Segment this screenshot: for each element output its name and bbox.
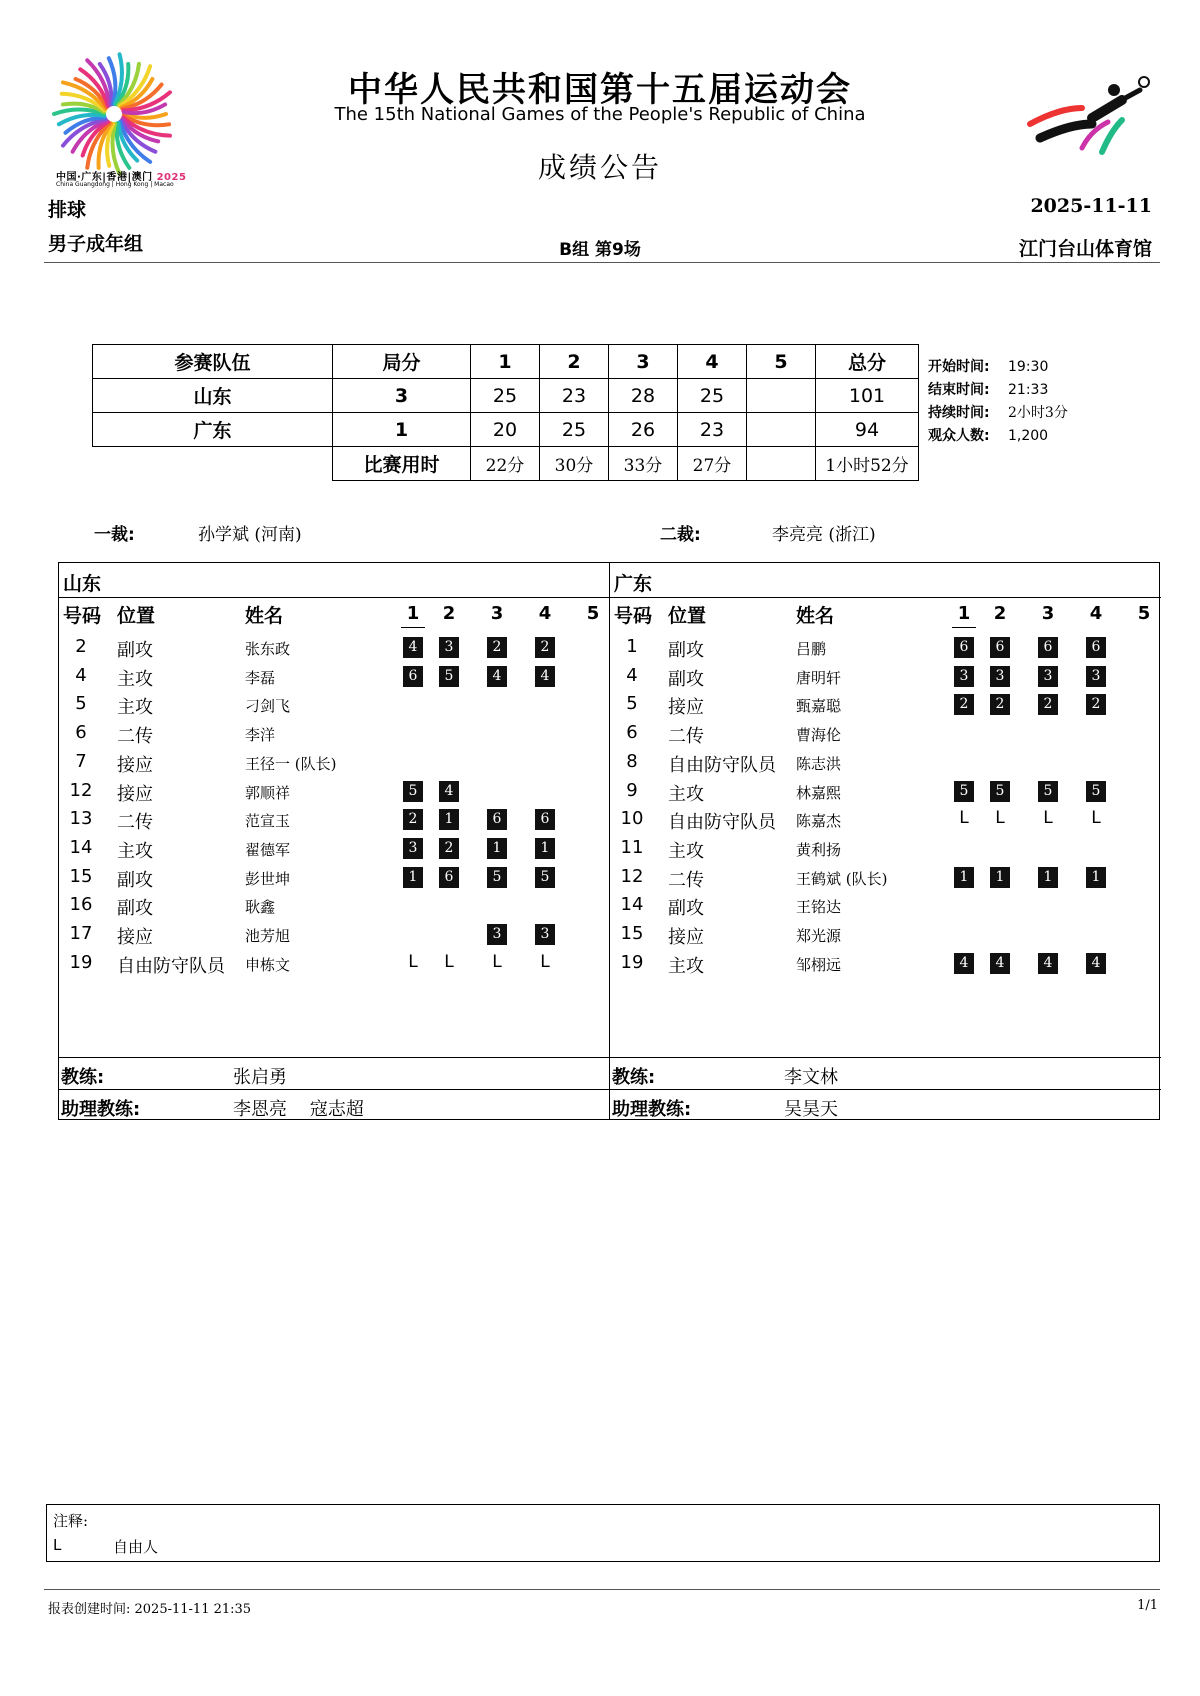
header-set-5: 5 xyxy=(586,603,600,624)
starting-rotation-box: 1 xyxy=(439,809,459,830)
header-set-2: 2 xyxy=(442,603,456,624)
starting-rotation-box: 6 xyxy=(535,809,555,830)
player-position: 二传 xyxy=(668,726,704,748)
starting-rotation-box: 3 xyxy=(487,924,507,945)
player-position: 二传 xyxy=(117,726,153,748)
player-row xyxy=(610,778,1161,807)
player-number: 10 xyxy=(620,808,644,830)
player-name: 甄嘉聪 xyxy=(796,697,842,716)
starting-rotation-box: 3 xyxy=(535,924,555,945)
starting-rotation-box: 4 xyxy=(990,953,1010,974)
player-position: 接应 xyxy=(668,927,704,948)
divider xyxy=(610,597,1161,598)
divider xyxy=(59,597,609,598)
empty-cell xyxy=(93,447,333,481)
player-name: 申栋文 xyxy=(245,955,291,974)
notes-code: L xyxy=(53,1536,62,1554)
header-set-2: 2 xyxy=(540,345,609,379)
libero-mark: L xyxy=(492,951,502,972)
sets-won: 3 xyxy=(333,379,471,413)
header-name: 姓名 xyxy=(245,605,284,627)
set-score xyxy=(747,413,816,447)
player-row xyxy=(59,892,609,921)
starting-rotation-box: 6 xyxy=(439,867,459,888)
player-position: 副攻 xyxy=(668,898,704,920)
page-number: 1/1 xyxy=(1137,1598,1158,1613)
player-number: 4 xyxy=(75,664,87,686)
player-number: 1 xyxy=(626,636,638,657)
player-position: 二传 xyxy=(668,869,704,891)
player-row xyxy=(610,806,1161,835)
starting-rotation-box: 5 xyxy=(954,781,974,802)
match-info xyxy=(928,356,1068,448)
player-position: 主攻 xyxy=(668,783,704,805)
header-number: 号码 xyxy=(614,605,653,627)
player-name: 郭顺祥 xyxy=(245,783,291,802)
header-set-3: 3 xyxy=(609,345,678,379)
player-number: 2 xyxy=(75,636,87,657)
set-score: 20 xyxy=(471,413,540,447)
starting-rotation-box: 3 xyxy=(439,637,459,658)
starting-rotation-box: 4 xyxy=(954,953,974,974)
player-row xyxy=(59,749,609,778)
player-name: 陈志洪 xyxy=(796,754,842,773)
starting-rotation-box: 2 xyxy=(487,637,507,658)
starting-rotation-box: 3 xyxy=(403,838,423,859)
first-referee: 孙学斌 (河南) xyxy=(198,525,302,545)
player-name: 王铭达 xyxy=(796,898,842,917)
header-set-1: 1 xyxy=(471,345,540,379)
set-score: 25 xyxy=(471,379,540,413)
starting-rotation-box: 5 xyxy=(487,867,507,888)
player-row xyxy=(610,720,1161,749)
score-row-team-1 xyxy=(93,379,919,413)
starting-rotation-box: 1 xyxy=(1086,867,1106,888)
player-number: 14 xyxy=(69,836,93,858)
end-time: 结束时间: 21:33 xyxy=(928,382,1049,398)
venue: 江门台山体育馆 xyxy=(1018,238,1152,260)
assistant-coach-names: 李恩亮 寇志超 xyxy=(233,1099,364,1120)
player-name: 陈嘉杰 xyxy=(796,812,842,831)
team-name: 广东 xyxy=(614,573,653,595)
total-points: 101 xyxy=(816,379,919,413)
coach-label: 教练: xyxy=(61,1067,105,1088)
coach-name: 张启勇 xyxy=(233,1067,287,1088)
header-sets: 局分 xyxy=(333,345,471,379)
player-position: 主攻 xyxy=(117,668,153,690)
header-team: 参赛队伍 xyxy=(93,345,333,379)
libero-mark: L xyxy=(540,951,550,972)
logo-caption-en: China Guangdong | Hong Kong | Macao xyxy=(56,181,174,188)
start-time: 开始时间: 19:30 xyxy=(928,359,1049,375)
player-number: 5 xyxy=(626,693,638,715)
set-header-underline xyxy=(952,627,976,628)
sets-won: 1 xyxy=(333,413,471,447)
player-name: 唐明轩 xyxy=(796,668,842,687)
starting-rotation-box: 1 xyxy=(954,867,974,888)
duration-label: 比赛用时 xyxy=(333,447,471,481)
starting-rotation-box: 6 xyxy=(1038,637,1058,658)
player-row xyxy=(610,663,1161,692)
set-score: 28 xyxy=(609,379,678,413)
player-position: 接应 xyxy=(117,754,153,776)
match-date: 2025-11-11 xyxy=(1030,195,1152,217)
starting-rotation-box: 5 xyxy=(990,781,1010,802)
header-set-3: 3 xyxy=(1041,603,1055,624)
starting-rotation-box: 1 xyxy=(1038,867,1058,888)
player-position: 自由防守队员 xyxy=(668,754,776,776)
starting-rotation-box: 4 xyxy=(439,781,459,802)
player-row xyxy=(610,864,1161,893)
player-name: 邹栩远 xyxy=(796,955,842,974)
team-name: 山东 xyxy=(63,573,102,595)
player-row xyxy=(610,835,1161,864)
header-name: 姓名 xyxy=(796,605,835,627)
header-set-5: 5 xyxy=(1137,603,1151,624)
header-set-1: 1 xyxy=(957,603,971,624)
header-position: 位置 xyxy=(117,605,156,627)
header-set-2: 2 xyxy=(993,603,1007,624)
player-number: 8 xyxy=(626,750,638,772)
starting-rotation-box: 1 xyxy=(403,867,423,888)
player-number: 17 xyxy=(69,923,93,944)
player-number: 11 xyxy=(620,836,644,858)
set-score: 25 xyxy=(678,379,747,413)
starting-rotation-box: 2 xyxy=(954,694,974,715)
starting-rotation-box: 5 xyxy=(535,867,555,888)
libero-mark: L xyxy=(444,951,454,972)
starting-rotation-box: 2 xyxy=(1086,694,1106,715)
player-row xyxy=(610,950,1161,979)
player-position: 接应 xyxy=(117,927,153,948)
player-row xyxy=(59,835,609,864)
event-title-cn: 中华人民共和国第十五届运动会 xyxy=(348,70,852,110)
starting-rotation-box: 2 xyxy=(403,809,423,830)
notes-label: 注释: xyxy=(53,1512,89,1530)
score-table-header-row xyxy=(93,345,919,379)
player-number: 7 xyxy=(75,750,87,772)
duration: 持续时间: 2小时3分 xyxy=(928,405,1068,421)
header-set-1: 1 xyxy=(406,603,420,624)
player-position: 副攻 xyxy=(668,668,704,690)
first-referee-label: 一裁: xyxy=(94,525,135,545)
header-divider xyxy=(44,262,1160,263)
notes-box xyxy=(46,1504,1160,1562)
event-title-en: The 15th National Games of the People's Republic of China xyxy=(334,104,866,125)
notes-description: 自由人 xyxy=(113,1538,159,1556)
starting-rotation-box: 3 xyxy=(1038,666,1058,687)
player-row xyxy=(610,892,1161,921)
starting-rotation-box: 4 xyxy=(1038,953,1058,974)
score-table xyxy=(92,344,919,481)
starting-rotation-box: 5 xyxy=(1086,781,1106,802)
report-created-time: 报表创建时间: 2025-11-11 21:35 xyxy=(48,1602,252,1617)
logo-caption: 中国·广东|香港|澳门 2025 xyxy=(56,172,187,183)
player-name: 曹海伦 xyxy=(796,726,842,745)
player-row xyxy=(610,691,1161,720)
roster-panel xyxy=(58,562,1160,1120)
player-name: 王径一 (队长) xyxy=(245,754,337,773)
player-name: 耿鑫 xyxy=(245,898,276,917)
starting-rotation-box: 5 xyxy=(403,781,423,802)
set-score: 23 xyxy=(678,413,747,447)
starting-rotation-box: 4 xyxy=(403,637,423,658)
divider xyxy=(59,1089,609,1090)
player-name: 张东政 xyxy=(245,640,291,658)
player-position: 接应 xyxy=(117,783,153,805)
player-row xyxy=(610,749,1161,778)
player-name: 范宣玉 xyxy=(245,812,291,831)
group-match: B组 第9场 xyxy=(559,240,641,260)
player-position: 接应 xyxy=(668,697,704,719)
divider xyxy=(59,1057,609,1058)
starting-rotation-box: 2 xyxy=(1038,694,1058,715)
footer-divider xyxy=(44,1589,1160,1590)
team-name: 山东 xyxy=(93,379,333,413)
player-name: 刁剑飞 xyxy=(245,697,291,716)
player-name: 李磊 xyxy=(245,668,276,687)
libero-mark: L xyxy=(1091,808,1101,829)
starting-rotation-box: 2 xyxy=(990,694,1010,715)
player-number: 6 xyxy=(626,722,638,744)
header-set-5: 5 xyxy=(747,345,816,379)
volleyball-pictogram-icon xyxy=(1022,72,1152,162)
total-duration: 1小时52分 xyxy=(816,447,919,481)
player-number: 6 xyxy=(75,722,87,744)
player-number: 14 xyxy=(620,894,644,916)
player-row xyxy=(59,691,609,720)
starting-rotation-box: 1 xyxy=(487,838,507,859)
player-row xyxy=(59,864,609,893)
player-number: 4 xyxy=(626,664,638,686)
player-row xyxy=(59,634,609,663)
team-roster-right xyxy=(610,563,1161,1119)
player-position: 副攻 xyxy=(117,869,153,891)
player-name: 黄利扬 xyxy=(796,840,842,859)
player-row xyxy=(610,634,1161,663)
player-number: 5 xyxy=(75,693,87,715)
player-number: 19 xyxy=(620,951,644,973)
starting-rotation-box: 1 xyxy=(990,867,1010,888)
team-name: 广东 xyxy=(93,413,333,447)
player-name: 李洋 xyxy=(245,726,276,745)
player-name: 林嘉熙 xyxy=(796,783,842,802)
player-position: 副攻 xyxy=(117,898,153,920)
set-header-underline xyxy=(401,627,425,628)
player-position: 自由防守队员 xyxy=(668,812,776,834)
player-name: 翟德军 xyxy=(245,840,291,859)
starting-rotation-box: 2 xyxy=(439,838,459,859)
set-duration: 22分 xyxy=(471,447,540,481)
starting-rotation-box: 5 xyxy=(439,666,459,687)
header-number: 号码 xyxy=(63,605,102,627)
player-position: 主攻 xyxy=(668,840,704,862)
assistant-coach-label: 助理教练: xyxy=(612,1099,692,1120)
starting-rotation-box: 3 xyxy=(990,666,1010,687)
set-score xyxy=(747,379,816,413)
attendance: 观众人数: 1,200 xyxy=(928,428,1049,444)
second-referee: 李亮亮 (浙江) xyxy=(772,525,876,545)
libero-mark: L xyxy=(959,808,969,829)
divider xyxy=(610,1057,1161,1058)
player-row xyxy=(59,921,609,950)
second-referee-label: 二裁: xyxy=(660,525,701,545)
coach-label: 教练: xyxy=(612,1067,656,1088)
starting-rotation-box: 5 xyxy=(1038,781,1058,802)
starting-rotation-box: 3 xyxy=(954,666,974,687)
set-duration: 30分 xyxy=(540,447,609,481)
player-row xyxy=(610,921,1161,950)
notice-title: 成绩公告 xyxy=(537,151,662,184)
divider xyxy=(610,1089,1161,1090)
player-position: 主攻 xyxy=(117,840,153,862)
player-number: 15 xyxy=(69,865,93,887)
set-score: 25 xyxy=(540,413,609,447)
libero-mark: L xyxy=(1043,808,1053,829)
player-name: 王鹤斌 (队长) xyxy=(796,869,888,888)
starting-rotation-box: 4 xyxy=(1086,953,1106,974)
header-set-4: 4 xyxy=(538,603,552,624)
player-number: 16 xyxy=(69,894,93,916)
player-number: 9 xyxy=(626,779,638,801)
player-number: 15 xyxy=(620,923,644,944)
set-duration: 33分 xyxy=(609,447,678,481)
player-position: 自由防守队员 xyxy=(117,955,225,977)
header-total: 总分 xyxy=(816,345,919,379)
player-position: 主攻 xyxy=(668,955,704,977)
player-position: 主攻 xyxy=(117,697,153,719)
player-name: 池芳旭 xyxy=(245,927,291,945)
player-position: 副攻 xyxy=(668,640,704,661)
starting-rotation-box: 4 xyxy=(535,666,555,687)
starting-rotation-box: 6 xyxy=(1086,637,1106,658)
header-position: 位置 xyxy=(668,605,707,627)
header-set-4: 4 xyxy=(1089,603,1103,624)
score-row-team-2 xyxy=(93,413,919,447)
player-name: 吕鹏 xyxy=(796,640,827,658)
player-position: 副攻 xyxy=(117,640,153,661)
assistant-coach-names: 吴昊天 xyxy=(784,1099,838,1120)
starting-rotation-box: 6 xyxy=(990,637,1010,658)
player-number: 19 xyxy=(69,951,93,973)
coach-name: 李文林 xyxy=(784,1067,838,1088)
header-set-3: 3 xyxy=(490,603,504,624)
total-points: 94 xyxy=(816,413,919,447)
player-row xyxy=(59,806,609,835)
libero-mark: L xyxy=(995,808,1005,829)
starting-rotation-box: 1 xyxy=(535,838,555,859)
duration-row xyxy=(93,447,919,481)
libero-mark: L xyxy=(408,951,418,972)
header-set-4: 4 xyxy=(678,345,747,379)
player-number: 12 xyxy=(69,779,93,801)
set-score: 26 xyxy=(609,413,678,447)
set-duration: 27分 xyxy=(678,447,747,481)
starting-rotation-box: 6 xyxy=(403,666,423,687)
assistant-coach-label: 助理教练: xyxy=(61,1099,141,1120)
starting-rotation-box: 2 xyxy=(535,637,555,658)
player-number: 12 xyxy=(620,865,644,887)
category: 男子成年组 xyxy=(48,233,144,255)
set-duration xyxy=(747,447,816,481)
set-score: 23 xyxy=(540,379,609,413)
player-number: 13 xyxy=(69,808,93,830)
player-row xyxy=(59,778,609,807)
player-name: 郑光源 xyxy=(796,927,842,945)
player-row xyxy=(59,720,609,749)
player-position: 二传 xyxy=(117,812,153,834)
player-row xyxy=(59,950,609,979)
starting-rotation-box: 6 xyxy=(954,637,974,658)
starting-rotation-box: 3 xyxy=(1086,666,1106,687)
sport-name: 排球 xyxy=(48,199,87,221)
team-roster-left xyxy=(59,563,610,1119)
starting-rotation-box: 6 xyxy=(487,809,507,830)
starting-rotation-box: 4 xyxy=(487,666,507,687)
player-name: 彭世坤 xyxy=(245,869,291,888)
player-row xyxy=(59,663,609,692)
